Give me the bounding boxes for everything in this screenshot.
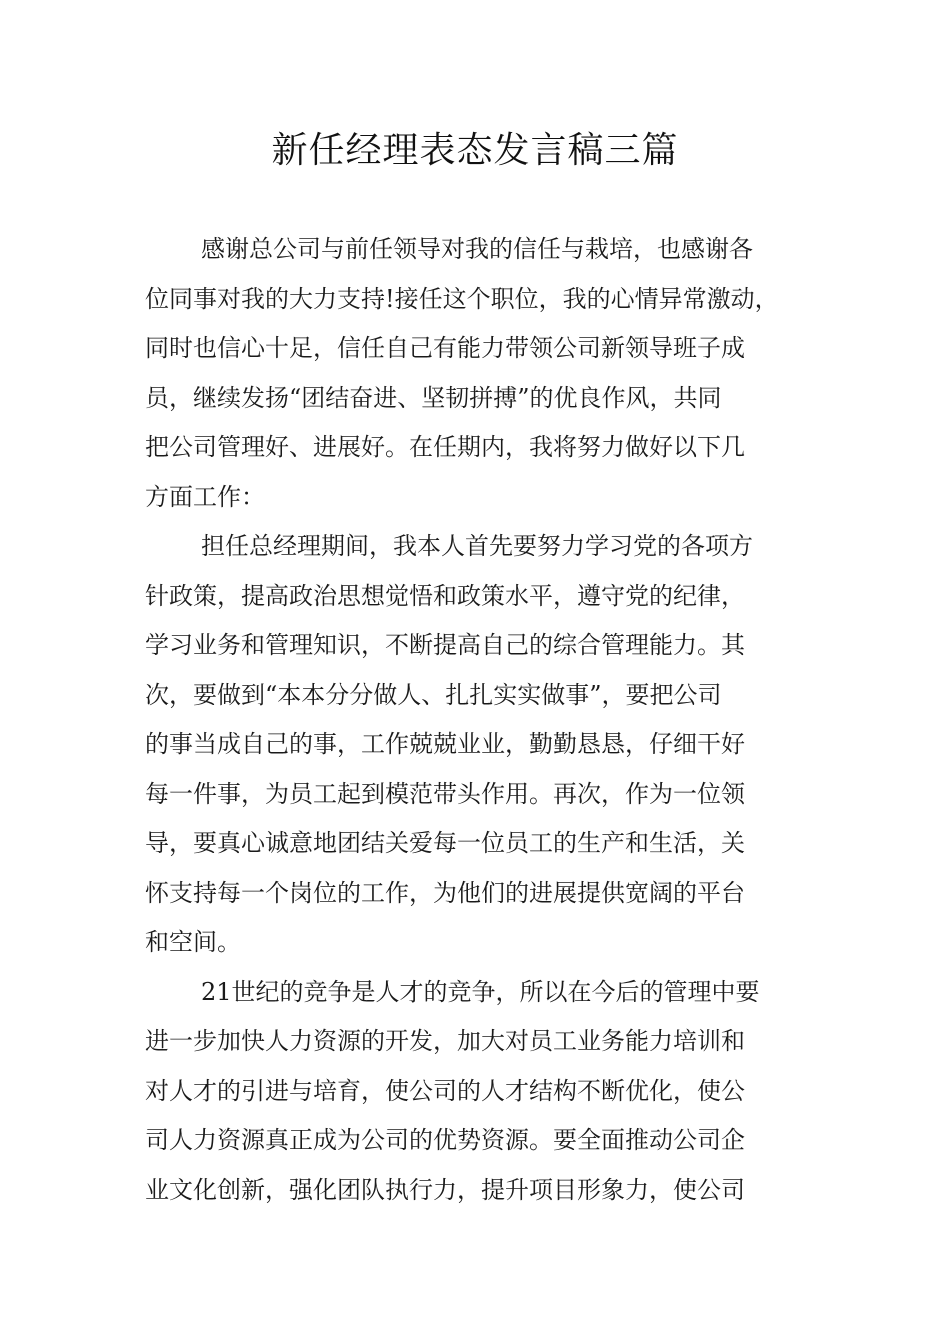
paragraph-first-line: 担任总经理期间，我本人首先要努力学习党的各项方: [201, 532, 753, 560]
text-line: 次，要做到“本本分分做人、扎扎实实做事”，要把公司: [145, 680, 722, 709]
text-line: 每一件事，为员工起到模范带头作用。再次，作为一位领: [145, 779, 745, 808]
paragraph-first-line: 感谢总公司与前任领导对我的信任与栽培，也感谢各: [201, 235, 753, 263]
text-line: 学习业务和管理知识，不断提高自己的综合管理能力。其: [145, 631, 745, 659]
text-line: 同时也信心十足，信任自己有能力带领公司新领导班子成: [145, 334, 745, 362]
text-line: 和空间。: [145, 928, 241, 956]
text-line: 的事当成自己的事，工作兢兢业业，勤勤恳恳，仔细干好: [145, 730, 745, 758]
text-line: 导，要真心诚意地团结关爱每一位员工的生产和生活，关: [145, 829, 745, 857]
document-body: [145, 225, 810, 1215]
text-line: 业文化创新，强化团队执行力，提升项目形象力，使公司: [145, 1175, 745, 1204]
paragraph-first-line: 21世纪的竞争是人才的竞争，所以在今后的管理中要: [201, 977, 760, 1006]
text-line: 对人才的引进与培育，使公司的人才结构不断优化，使公: [145, 1076, 745, 1105]
text-line: 司人力资源真正成为公司的优势资源。要全面推动公司企: [145, 1126, 745, 1154]
text-line: 位同事对我的大力支持!接任这个职位，我的心情异常激动，: [145, 284, 779, 313]
text-line: 把公司管理好、进展好。在任期内，我将努力做好以下几: [145, 433, 745, 461]
document-title: 新任经理表态发言稿三篇: [271, 130, 679, 171]
text-line: 针政策，提高政治思想觉悟和政策水平，遵守党的纪律，: [145, 581, 745, 610]
text-line: 员，继续发扬“团结奋进、坚韧拼搏”的优良作风，共同: [145, 383, 722, 412]
text-line: 进一步加快人力资源的开发，加大对员工业务能力培训和: [145, 1027, 745, 1055]
text-line: 方面工作：: [145, 482, 265, 511]
text-line: 怀支持每一个岗位的工作，为他们的进展提供宽阔的平台: [145, 878, 745, 907]
